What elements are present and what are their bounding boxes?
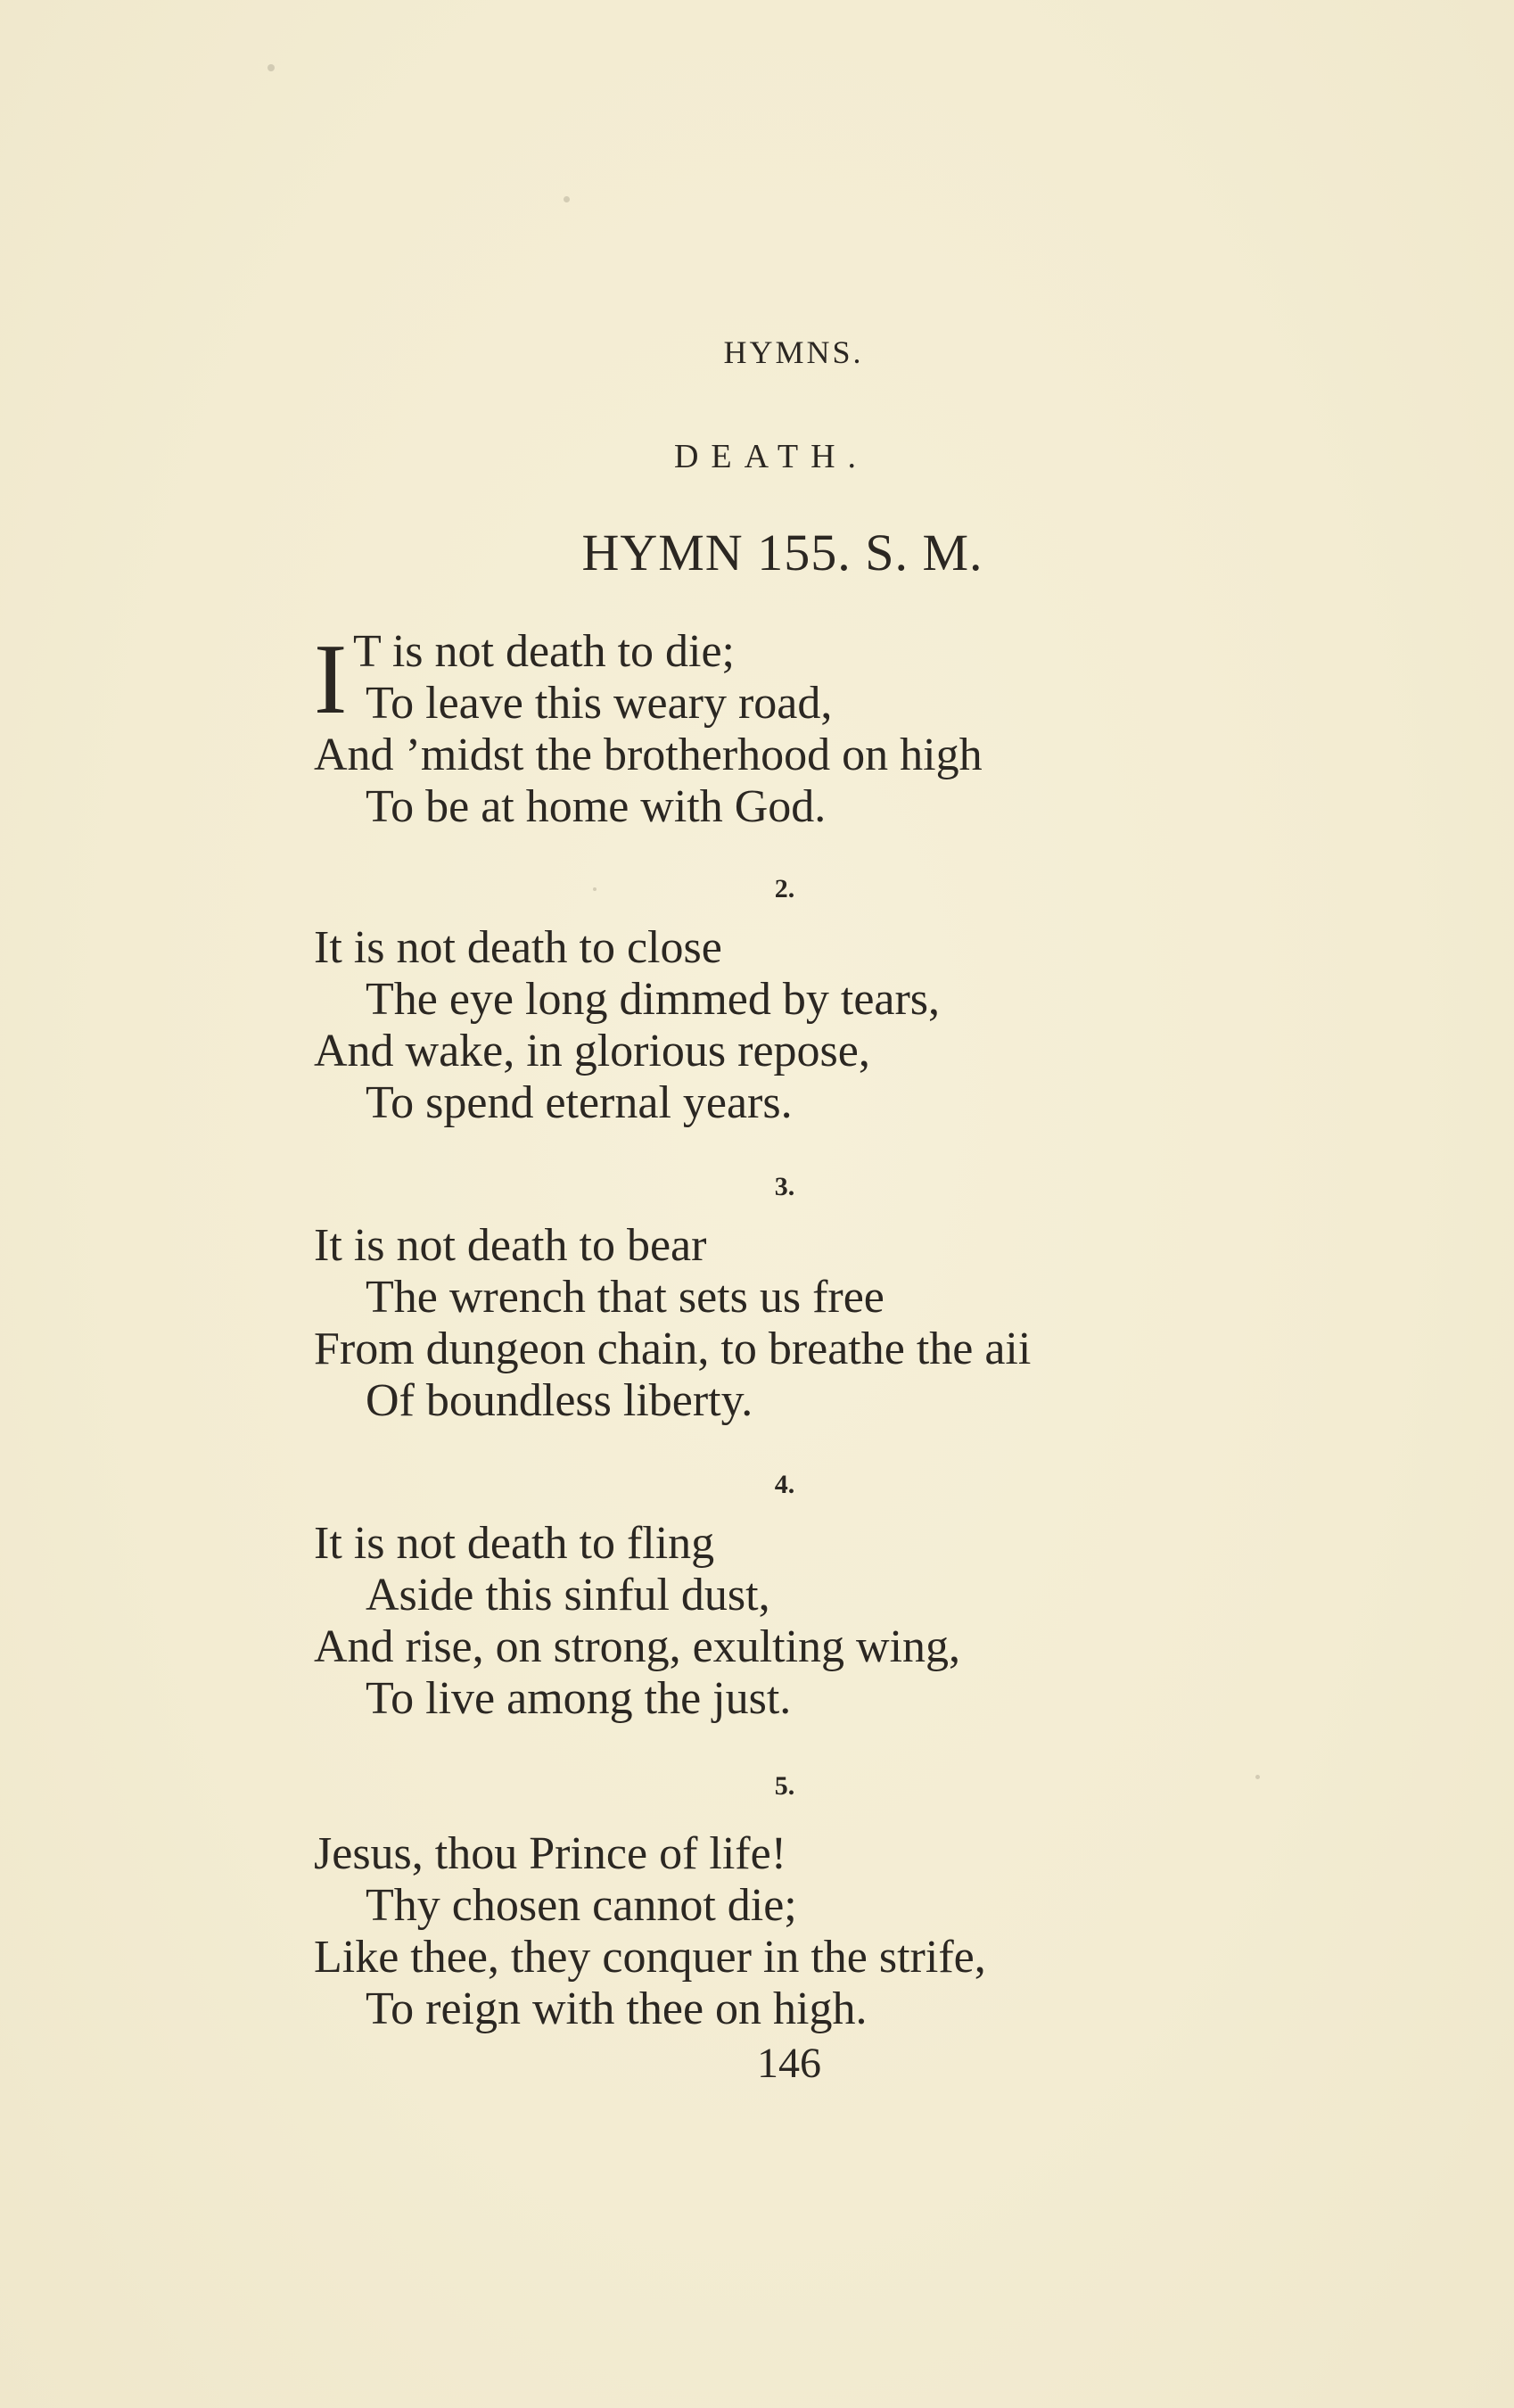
stanza-line: To reign with thee on high. [366, 1983, 868, 2034]
section-title: DEATH. [673, 438, 869, 475]
hymn-title: HYMN 155. S. M. [581, 524, 983, 581]
stanza-number: 3. [774, 1172, 795, 1201]
stanza-line: And wake, in glorious repose, [314, 1026, 870, 1076]
page-number: 146 [757, 2040, 821, 2087]
stanza-5 [314, 1828, 1295, 2035]
stanza-line: And ’midst the brotherhood on high [314, 730, 983, 780]
stanza-line: The wrench that sets us free [366, 1272, 885, 1323]
drop-cap-block [314, 624, 1295, 735]
stanza-line: It is not death to bear [314, 1220, 707, 1271]
stanza-line: And rise, on strong, exulting wing, [314, 1621, 961, 1672]
running-head: HYMNS. [723, 334, 864, 370]
stanza-line: The eye long dimmed by tears, [366, 974, 941, 1025]
stanza-number: 4. [774, 1470, 795, 1499]
stanza-line: Of boundless liberty. [366, 1375, 753, 1426]
stanza-line: From dungeon chain, to breathe the aii [314, 1324, 1032, 1374]
stanza-1 [314, 626, 1295, 833]
stanza-line: To spend eternal years. [366, 1077, 793, 1128]
stanza-line: Like thee, they conquer in the strife, [314, 1932, 986, 1983]
stanza-line: It is not death to close [314, 922, 722, 973]
paper-speck [564, 196, 570, 202]
stanza-line: To leave this weary road, [366, 678, 833, 729]
stanza-line: T is not death to die; [353, 626, 735, 677]
stanza-line: Aside this sinful dust, [366, 1570, 770, 1620]
stanza-line: Jesus, thou Prince of life! [314, 1828, 787, 1879]
stanza-line: To live among the just. [366, 1673, 792, 1724]
stanza-4 [314, 1518, 1295, 1725]
stanza-line: It is not death to fling [314, 1518, 715, 1569]
stanza-line: To be at home with God. [366, 781, 827, 832]
drop-cap-letter: I [314, 624, 348, 735]
paper-speck [267, 64, 275, 71]
stanza-number: 2. [774, 874, 795, 903]
stanza-2 [314, 922, 1295, 1129]
stanza-3 [314, 1220, 1295, 1427]
stanza-number: 5. [774, 1771, 795, 1801]
stanza-line: Thy chosen cannot die; [366, 1880, 797, 1931]
